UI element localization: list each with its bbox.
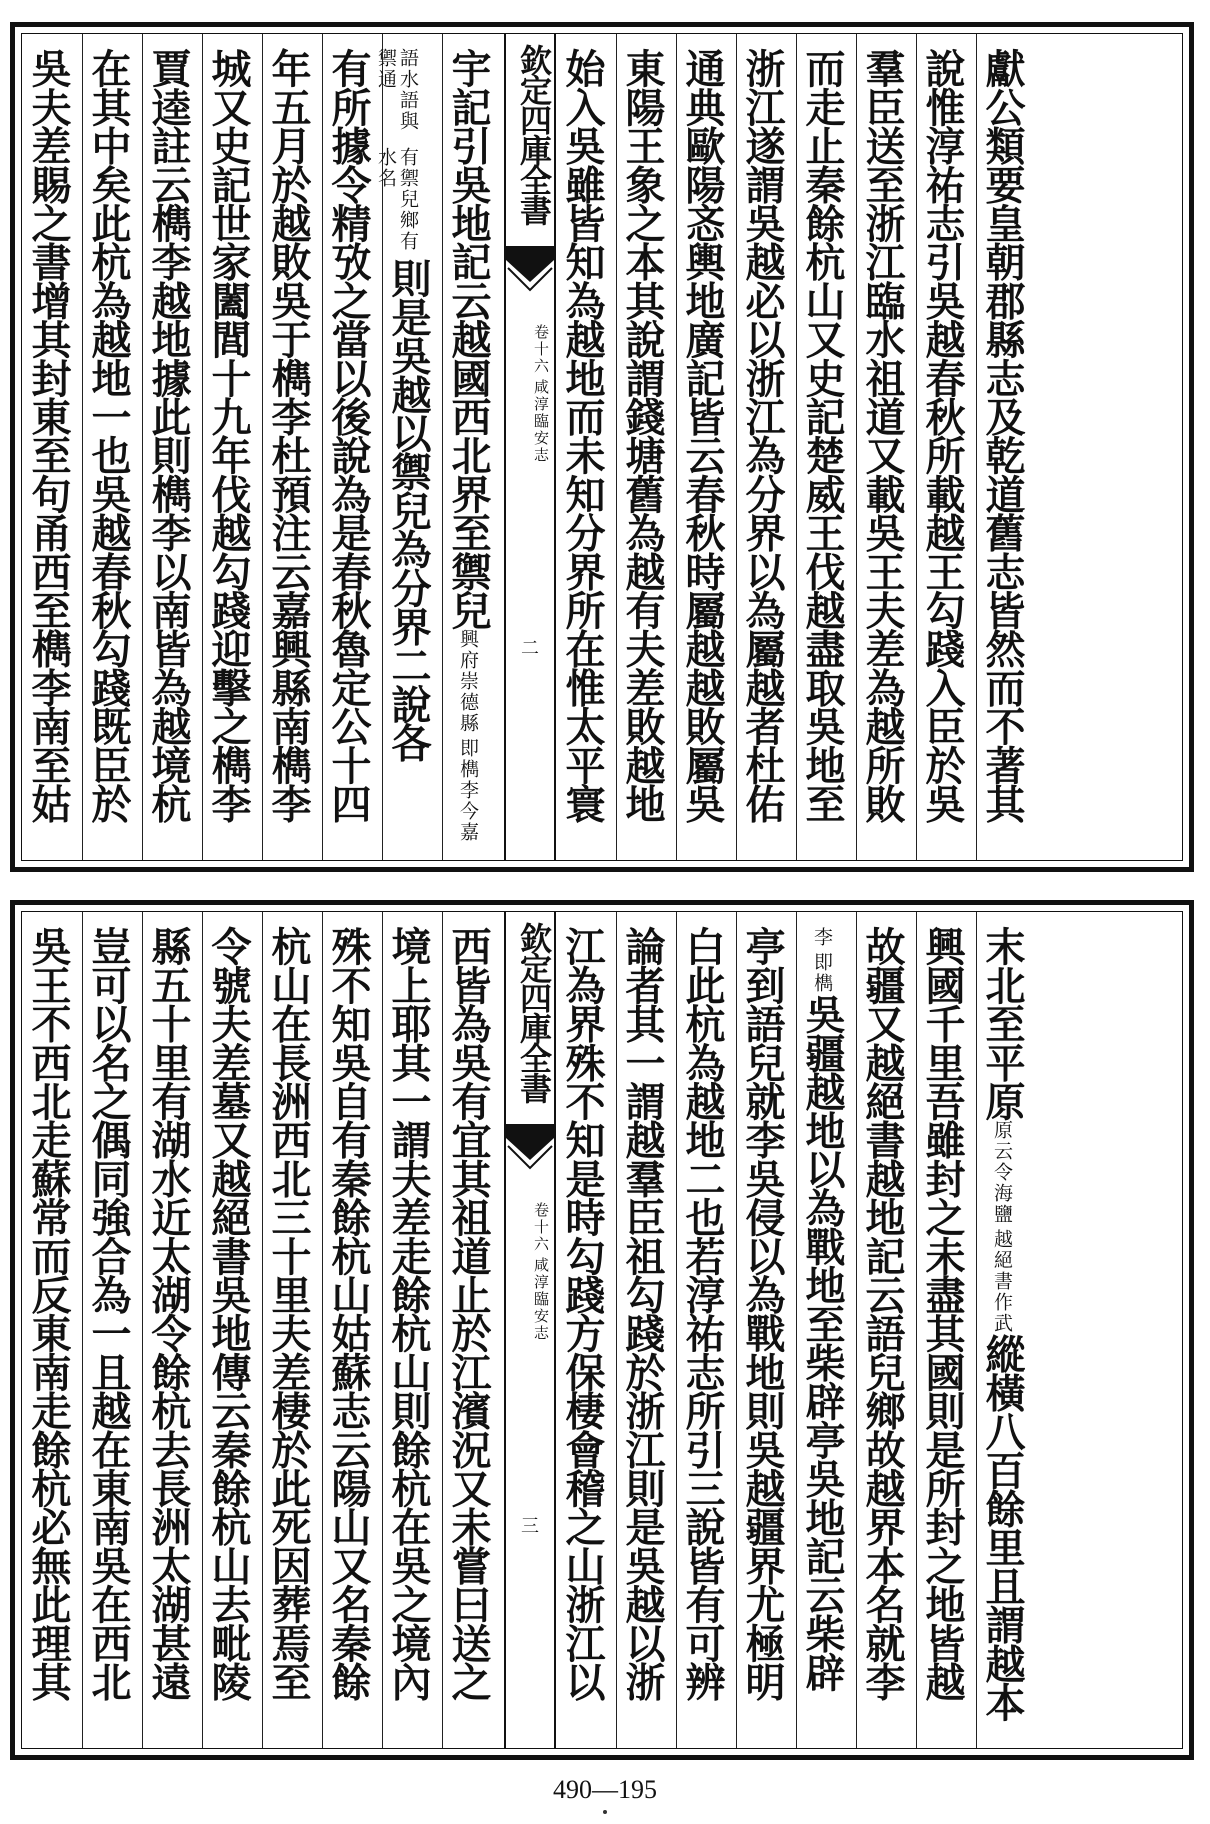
text-column (322, 34, 382, 860)
text-column (736, 912, 796, 1748)
footer-mark (603, 1810, 607, 1814)
text-column (676, 912, 736, 1748)
column-text: 有所據令精攷之當以後說為是春秋魯定公十四 (325, 48, 372, 823)
text-column (82, 34, 142, 860)
page-lower (10, 900, 1194, 1760)
strip-subtitle (510, 324, 550, 464)
column-text: 賈逵註云檇李越地據此則檇李以南皆為越境杭 (145, 48, 192, 823)
annotation-note (457, 629, 479, 843)
note-line: 有禦兒鄉有水名 (375, 147, 419, 253)
text-column (82, 912, 142, 1748)
column-text (443, 48, 502, 843)
text-column-with-note (375, 34, 442, 860)
column-text: 年五月於越敗吳于檇李杜預注云嘉興縣南檇李 (265, 48, 312, 823)
page-frame (21, 33, 1183, 861)
text-column (22, 34, 82, 860)
folio-number: 二 (521, 638, 539, 659)
text-column (142, 34, 202, 860)
text-column (616, 34, 676, 860)
text-column (736, 34, 796, 860)
column-text: 東陽王象之本其說謂錢塘舊為越有夫差敗越地 (619, 48, 666, 823)
text-column (202, 912, 262, 1748)
column-text: 令號夫差墓又越絕書吳地傳云秦餘杭山去毗陵 (205, 926, 252, 1701)
main-text: 吳疆越地以為戰地至柴辟亭吳地記云柴辟 (799, 994, 846, 1691)
column-text: 故疆又越絕書越地記云語兒鄉故越界本名就李 (859, 926, 906, 1701)
column-text: 白此杭為越地二也若淳祐志所引三說皆有可辨 (679, 926, 726, 1701)
column-text: 江為界殊不知是時勾踐方保棲會稽之山浙江以 (559, 926, 606, 1701)
main-text: 縱橫八百餘里且謂越本 (979, 1333, 1026, 1721)
text-column (976, 34, 1036, 860)
column-text: 亭到語兒就李吳侵以為戰地則吳越疆界尤極明 (739, 926, 786, 1701)
text-column (262, 912, 322, 1748)
column-text: 說惟淳祐志引吳越春秋所載越王勾踐入臣於吳 (919, 48, 966, 823)
page-upper (10, 22, 1194, 872)
text-column (142, 912, 202, 1748)
fish-tail-ornament (506, 1124, 554, 1174)
note-line: 越絕書作武 (991, 1228, 1013, 1334)
note-line: 李 (811, 927, 833, 948)
column-text: 縣五十里有湖水近太湖令餘杭去長洲太湖甚遠 (145, 926, 192, 1701)
column-text (977, 926, 1036, 1721)
annotation-note (375, 48, 419, 258)
text-column (202, 34, 262, 860)
text-column (322, 912, 382, 1748)
main-text: 宇記引吳地記云越國西北界至禦兒 (445, 48, 492, 629)
volume-number: 卷十六 (532, 324, 550, 375)
note-line: 興府崇德縣 (457, 628, 479, 734)
annotation-note (991, 1120, 1013, 1334)
volume-number: 卷十六 (532, 1202, 550, 1253)
note-line: 即檇李今嘉 (457, 737, 479, 843)
main-text: 則是吳越以禦兒為分界二說各 (385, 258, 432, 762)
note-line: 語水語與禦通 (375, 48, 419, 132)
column-text: 獻公類要皇朝郡縣志及乾道舊志皆然而不著其 (979, 48, 1026, 823)
column-text: 論者其一謂越羣臣祖勾踐於浙江則是吳越以浙 (619, 926, 666, 1701)
text-column (916, 34, 976, 860)
text-column (22, 912, 82, 1748)
text-column (676, 34, 736, 860)
note-line: 即檇 (811, 952, 833, 994)
text-column-with-note (442, 34, 502, 860)
book-title: 欽定四庫全書 (515, 44, 553, 224)
annotation-note (811, 926, 833, 994)
book-title: 欽定四庫全書 (515, 922, 553, 1102)
column-text: 吳王不西北走蘇常而反東南走餘杭必無此理其 (25, 926, 72, 1701)
text-column (856, 912, 916, 1748)
note-line: 原云令海鹽 (991, 1119, 1013, 1225)
text-column (556, 912, 616, 1748)
column-text: 杭山在長洲西北三十里夫差棲於此死因葬焉至 (265, 926, 312, 1701)
volume-title: 咸淳臨安志 (532, 379, 550, 464)
column-text: 西皆為吳有宜其祖道止於江濱況又未嘗曰送之 (445, 926, 492, 1701)
page-frame (21, 911, 1183, 1749)
column-text: 興國千里吾雖封之未盡其國則是所封之地皆越 (919, 926, 966, 1701)
folio-number: 三 (521, 1516, 539, 1537)
column-text: 通典歐陽忞輿地廣記皆云春秋時屬越越敗屬吳 (679, 48, 726, 823)
text-column (262, 34, 322, 860)
text-column (442, 912, 502, 1748)
text-column (382, 912, 442, 1748)
column-text: 而走止秦餘杭山又史記楚威王伐越盡取吳地至 (799, 48, 846, 823)
text-column (796, 34, 856, 860)
text-column (616, 912, 676, 1748)
column-text: 浙江遂謂吳越必以浙江為分界以為屬越者杜佑 (739, 48, 786, 823)
column-text: 吳夫差賜之書增其封東至句甬西至檇李南至姑 (25, 48, 72, 823)
column-text: 境上耶其一謂夫差走餘杭山則餘杭在吳之境內 (385, 926, 432, 1701)
text-column (556, 34, 616, 860)
text-column-with-note (976, 912, 1036, 1748)
page-footer-number: 490—195 (553, 1775, 657, 1804)
fish-tail-ornament (506, 246, 554, 296)
text-column (856, 34, 916, 860)
main-text: 末北至平原 (979, 926, 1026, 1120)
text-column (916, 912, 976, 1748)
column-text: 始入吳雖皆知為越地而未知分界所在惟太平寰 (559, 48, 606, 823)
column-text: 羣臣送至浙江臨水祖道又載吳王夫差為越所敗 (859, 48, 906, 823)
column-text: 在其中矣此杭為越地一也吳越春秋勾踐既臣於 (85, 48, 132, 823)
column-text: 城又史記世家闔閭十九年伐越勾踐迎擊之檇李 (205, 48, 252, 823)
volume-title: 咸淳臨安志 (532, 1257, 550, 1342)
column-text: 殊不知吳自有秦餘杭山姑蘇志云陽山又名秦餘 (325, 926, 372, 1701)
text-column-with-note (796, 912, 856, 1748)
column-text: 豈可以名之偶同強合為一且越在東南吳在西北 (85, 926, 132, 1701)
strip-subtitle (510, 1202, 550, 1342)
